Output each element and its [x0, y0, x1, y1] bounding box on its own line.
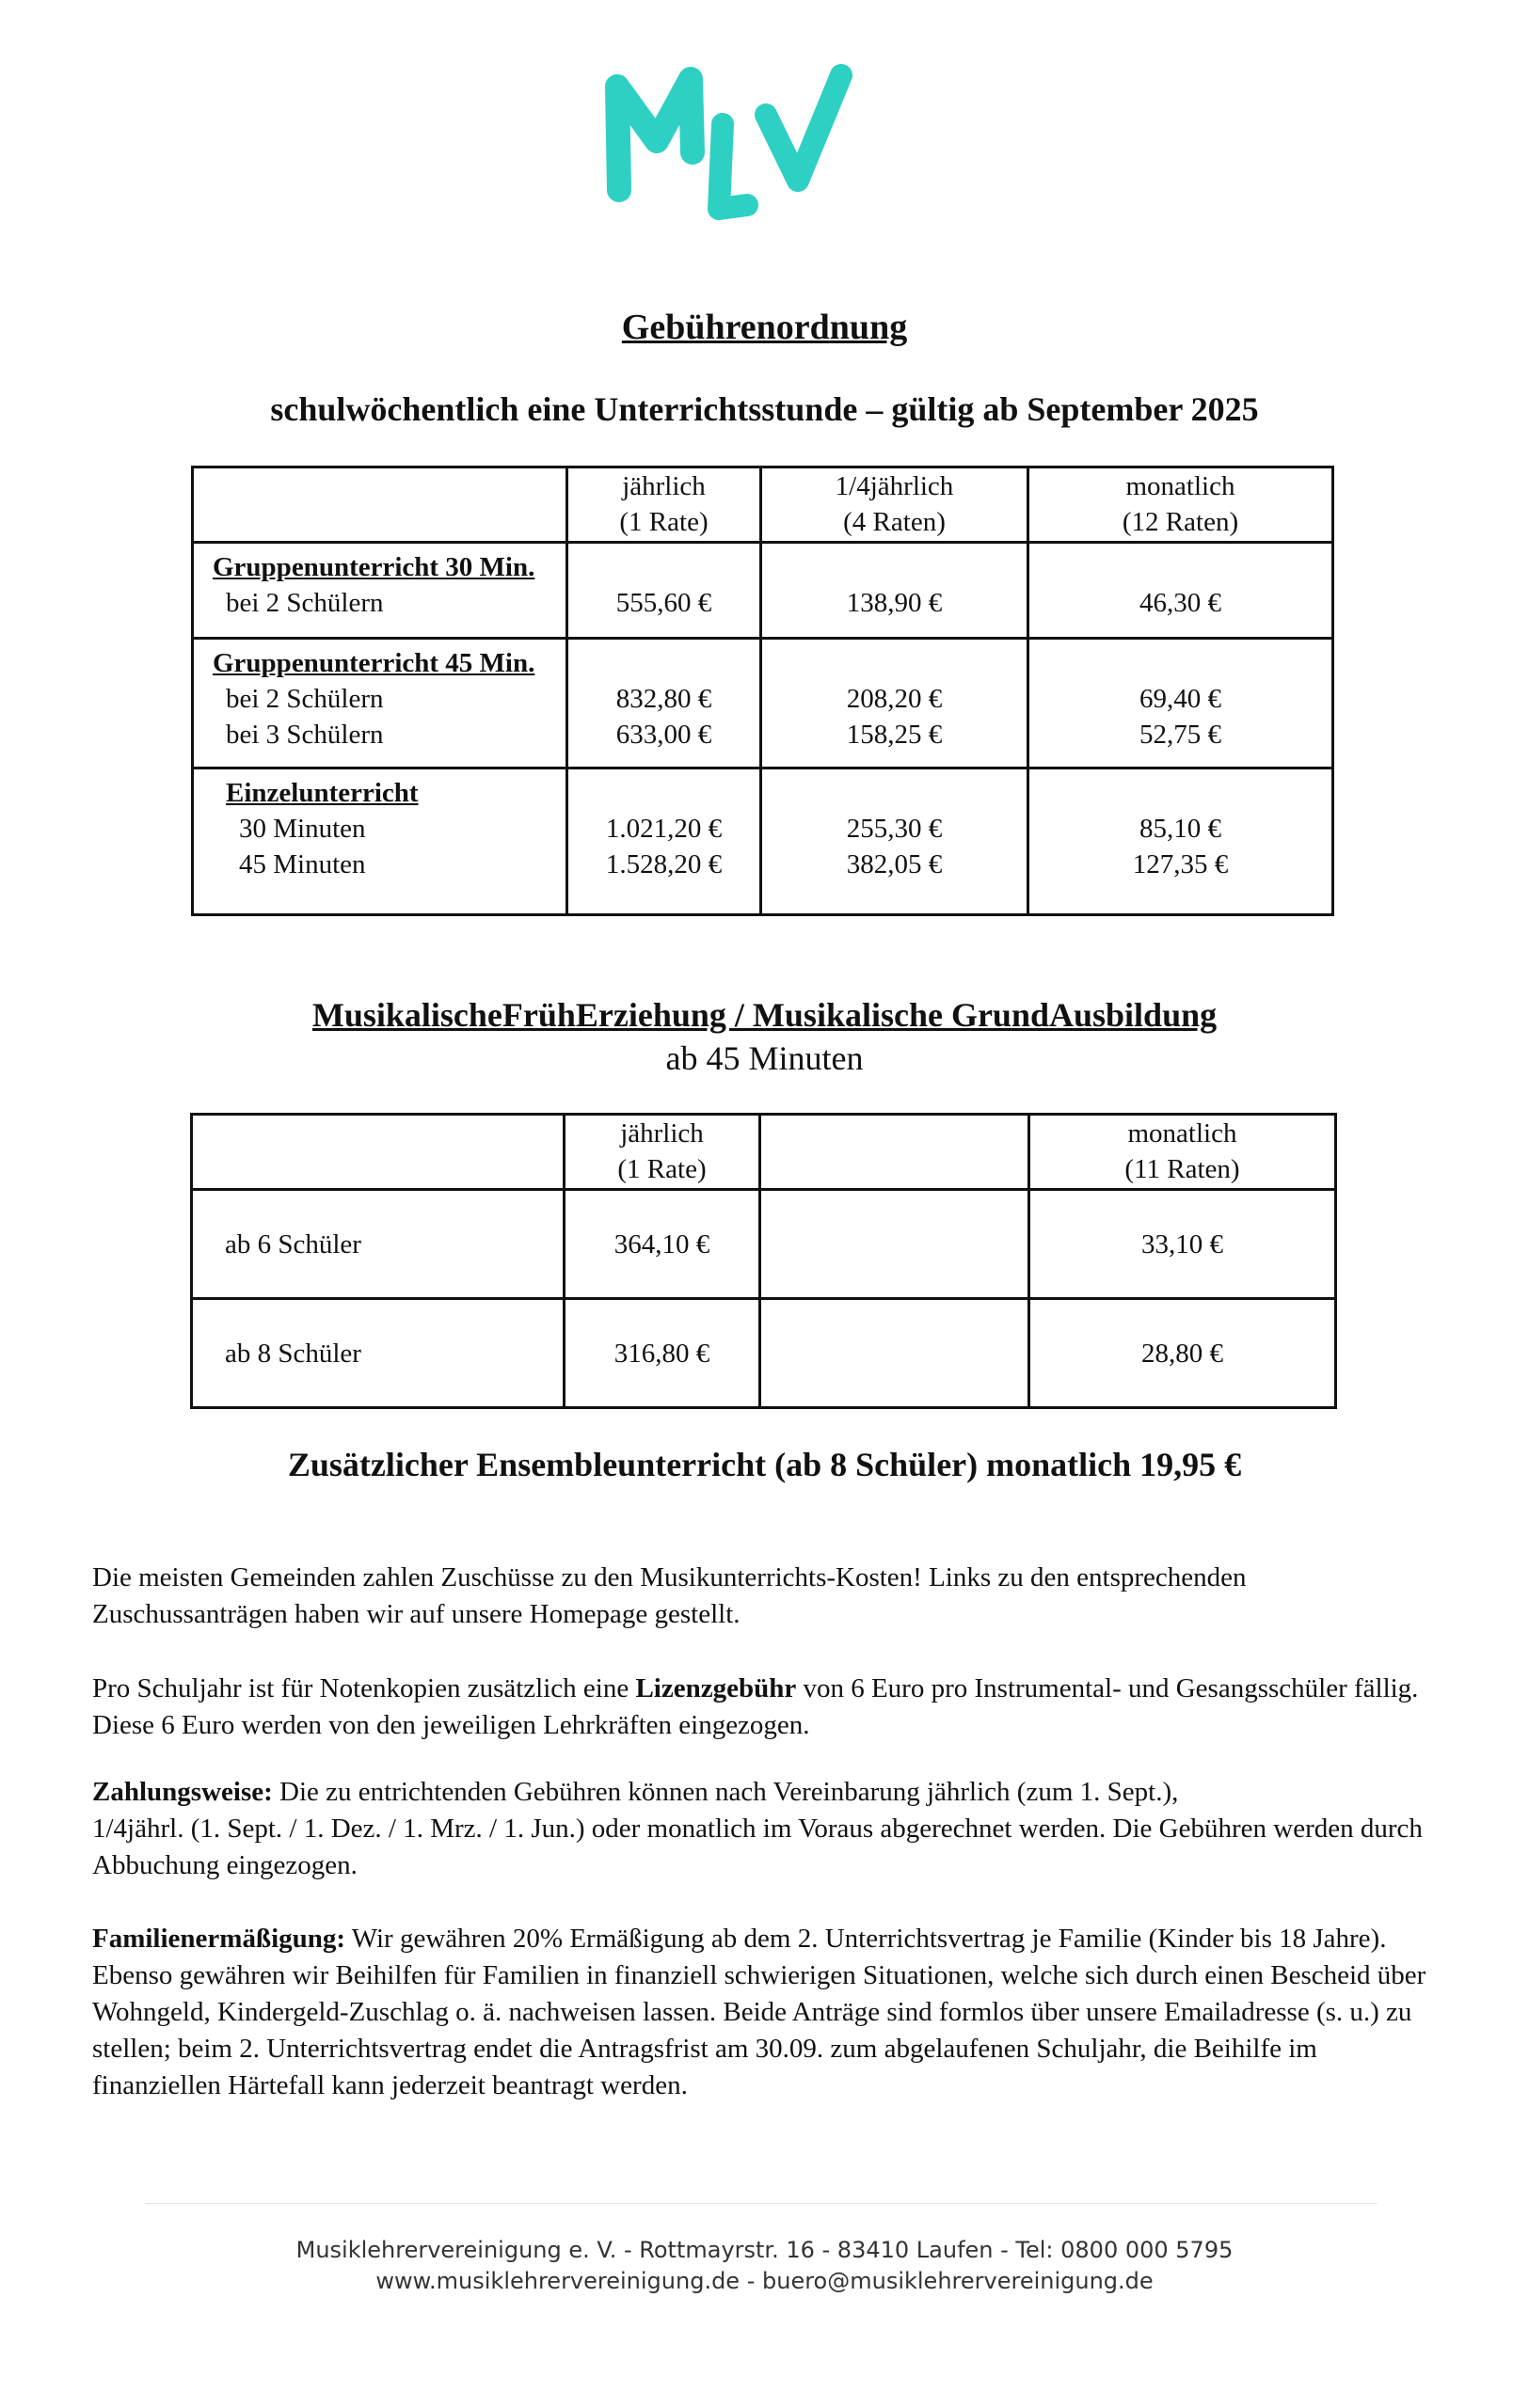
family-discount-paragraph: Familienermäßigung: Wir gewähren 20% Ermäßigung ab dem 2. Unterrichtsvertrag je Familie (Kinder bis 18 Jahre). Ebenso gewähren wir Beihilfen für Familien in finanziell schwierigen Situationen, welche sich durch einen Bescheid über Wohngeld, Kindergeld-Zuschlag o. ä. nachweisen lassen. Beide Anträge sind formlos über unsere Emailadresse (s. u.) zu stellen; beim 2. Unterrichtsvertrag endet die Antragsfrist am 30.09. zum abgelaufenen Schuljahr, die Beihilfe im finanziellen Härtefall kann jederzeit beantragt werden. [92, 1924, 1426, 2100]
fee-table-mfe [190, 1113, 1337, 1409]
yearly-cell: 364,10 € [565, 1190, 760, 1299]
page-subtitle: schulwöchentlich eine Unterrichtsstunde – gültig ab September 2025 [270, 390, 1259, 428]
mlv-logo [598, 58, 862, 237]
header-empty-cell [193, 467, 567, 543]
page-title: Gebührenordnung [621, 308, 908, 347]
monthly-cell: 33,10 € [1029, 1190, 1336, 1299]
section-subtitle-mfe: ab 45 Minuten [665, 1039, 864, 1077]
license-fee-paragraph: Pro Schuljahr ist für Notenkopien zusätzlich eine Lizenzgebühr von 6 Euro pro Instrumental- und Gesangsschüler fällig. Diese 6 Euro werden von den jeweiligen Lehrkräften eingezogen. [92, 1673, 1419, 1740]
row-label: 30 Minuten [239, 814, 366, 844]
row-label: bei 2 Schülern [226, 684, 384, 714]
header-monthly: monatlich (12 Raten) [1028, 467, 1333, 543]
group-title: Einzelunterricht [226, 778, 419, 808]
row-label-cell [192, 1299, 565, 1408]
footer-contact: www.musiklehrervereinigung.de - buero@musiklehrervereinigung.de [375, 2268, 1154, 2294]
table-row [193, 543, 1333, 639]
payment-paragraph: Zahlungsweise: Die zu entrichtenden Gebühren können nach Vereinbarung jährlich (zum 1. Sept.), 1/4jährl. (1. Sept. / 1. Dez. / 1. Mrz. / 1. Jun.) oder monatlich im Voraus abgerechnet werden. Die Gebühren werden durch Abbuchung eingezogen. [92, 1777, 1423, 1880]
yearly-cell: 555,60 € [567, 543, 761, 639]
table-row [192, 1190, 1336, 1299]
monthly-cell: 46,30 € [1028, 543, 1333, 639]
row-label: ab 6 Schüler [225, 1228, 361, 1259]
quarterly-cell: 138,90 € [761, 543, 1028, 639]
header-yearly: jährlich (1 Rate) [567, 467, 761, 543]
ensemble-note: Zusätzlicher Ensembleunterricht (ab 8 Schüler) monatlich 19,95 € [287, 1446, 1242, 1483]
quarterly-cell: 208,20 € 158,25 € [761, 639, 1028, 768]
empty-cell [760, 1299, 1029, 1408]
header-yearly: jährlich (1 Rate) [565, 1115, 760, 1190]
table-row [193, 768, 1333, 915]
yearly-cell: 832,80 € 633,00 € [567, 639, 761, 768]
row-label: ab 8 Schüler [225, 1338, 361, 1369]
payment-term: Zahlungsweise: [92, 1777, 273, 1807]
footer-address: Musiklehrervereinigung e. V. - Rottmayrstr. 16 - 83410 Laufen - Tel: 0800 000 5795 [295, 2237, 1234, 2263]
section-title-mfe: MusikalischeFrühErziehung / Musikalische GrundAusbildung [311, 996, 1218, 1034]
fee-table-lessons [191, 466, 1334, 916]
group-title: Gruppenunterricht 30 Min. [213, 552, 535, 582]
quarterly-cell: 255,30 € 382,05 € [761, 768, 1028, 915]
license-fee-term: Lizenzgebühr [635, 1673, 797, 1703]
monthly-cell: 69,40 € 52,75 € [1028, 639, 1333, 768]
footer-divider [145, 2203, 1378, 2204]
yearly-cell: 1.021,20 € 1.528,20 € [567, 768, 761, 915]
table-row [193, 639, 1333, 768]
table-header-row [193, 467, 1333, 543]
row-label: 45 Minuten [239, 849, 366, 879]
monthly-cell: 28,80 € [1029, 1299, 1336, 1408]
monthly-cell: 85,10 € 127,35 € [1028, 768, 1333, 915]
row-label: bei 2 Schülern [226, 588, 384, 618]
empty-cell [760, 1190, 1029, 1299]
group-title: Gruppenunterricht 45 Min. [213, 648, 535, 678]
group-label-cell [193, 768, 567, 915]
table-header-row [192, 1115, 1336, 1190]
subsidy-paragraph: Die meisten Gemeinden zahlen Zuschüsse zu den Musikunterrichts-Kosten! Links zu den entsprechenden Zuschussanträgen haben wir auf unsere Homepage gestellt. [92, 1562, 1247, 1629]
header-quarterly: 1/4jährlich (4 Raten) [761, 467, 1028, 543]
group-label-cell [193, 639, 567, 768]
row-label: bei 3 Schülern [226, 720, 384, 750]
header-empty-cell [760, 1115, 1029, 1190]
family-discount-term: Familienermäßigung: [92, 1924, 346, 1954]
row-label-cell [192, 1190, 565, 1299]
group-label-cell [193, 543, 567, 639]
yearly-cell: 316,80 € [565, 1299, 760, 1408]
header-empty-cell [192, 1115, 565, 1190]
table-row [192, 1299, 1336, 1408]
header-monthly: monatlich (11 Raten) [1029, 1115, 1336, 1190]
